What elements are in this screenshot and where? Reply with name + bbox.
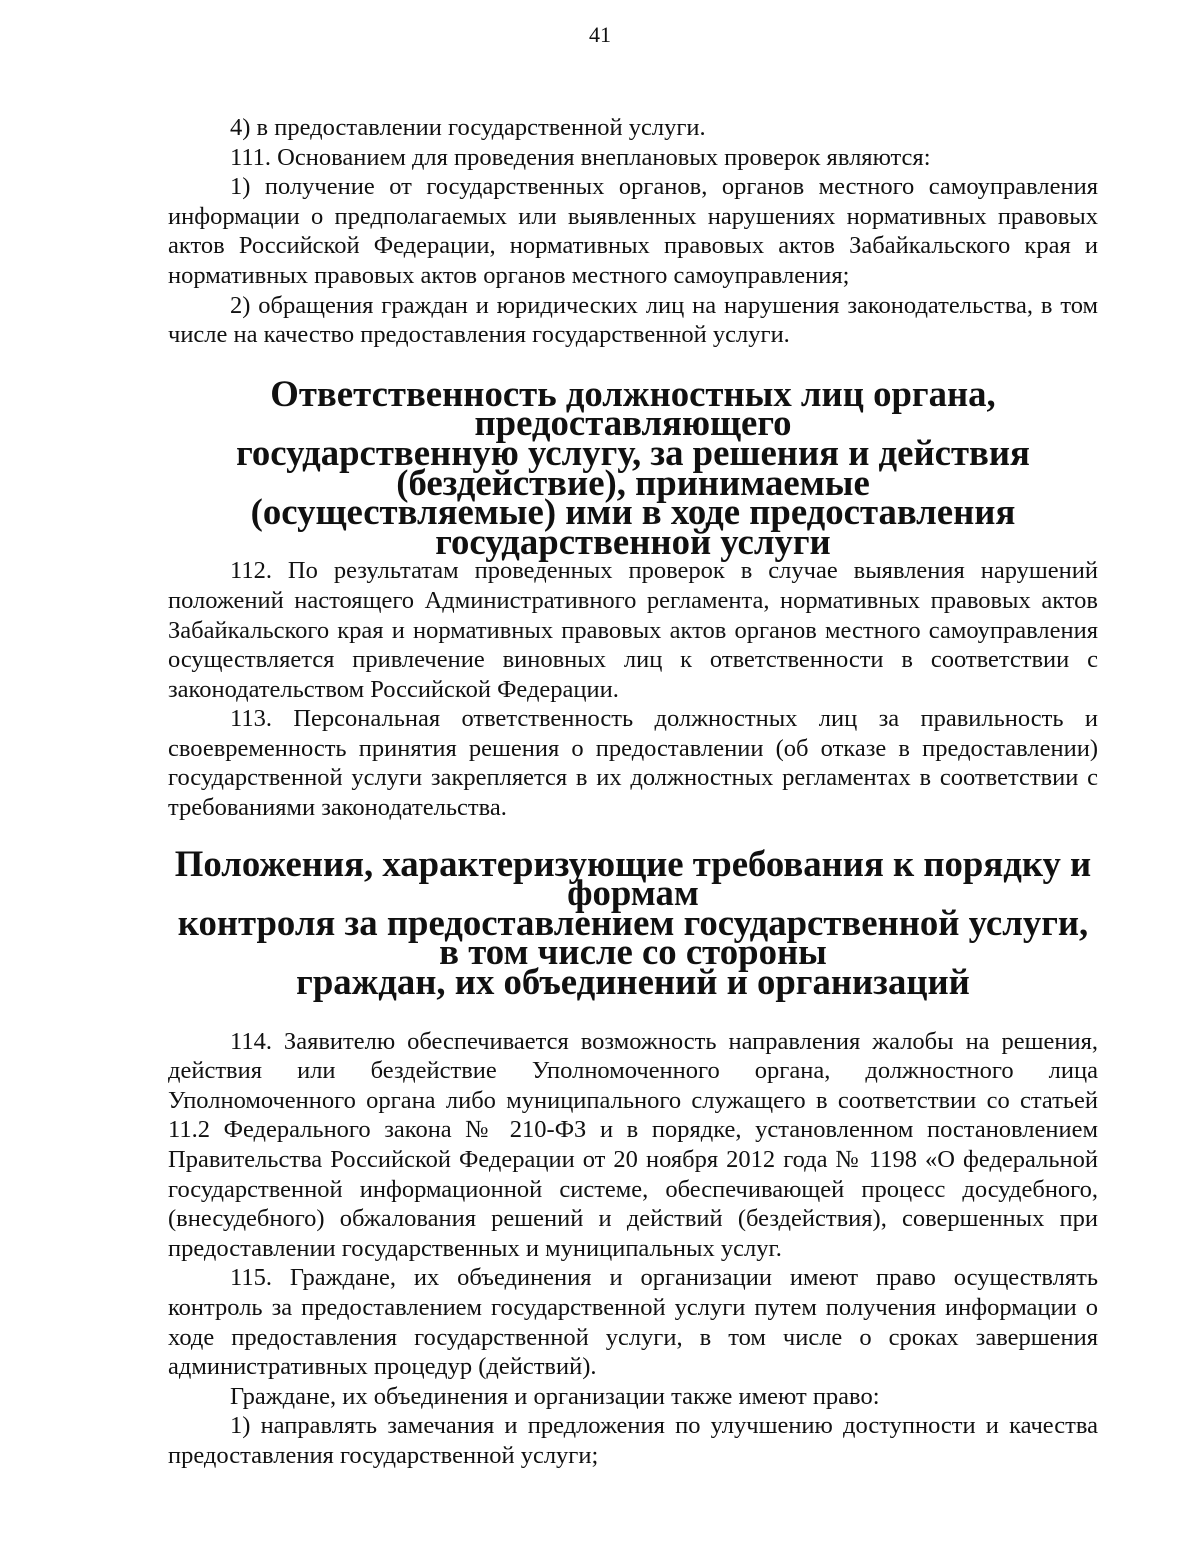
paragraph-111: 111. Основанием для проведения внеплановых проверок являются: bbox=[230, 143, 931, 171]
heading-line: Положения, характеризующие требования к порядку и формам bbox=[174, 842, 1092, 914]
paragraph-111-item-2: 2) обращения граждан и юридических лиц на нарушения законодательства, в том числе на качество предоставления государственной услуги. bbox=[168, 291, 1098, 349]
paragraph-115: 115. Граждане, их объединения и организации имеют право осуществлять контроль за предоставлением государственной услуги путем получения информации о ходе предоставления государственной услуги, в том числе о сроках завершения административных процедур (действий). bbox=[168, 1264, 1098, 1381]
paragraph-item-4: 4) в предоставлении государственной услуги. bbox=[230, 114, 706, 141]
paragraph-rights-item-1: 1) направлять замечания и предложения по улучшению доступности и качества предоставления государственной услуги; bbox=[168, 1412, 1098, 1469]
section-heading-control bbox=[168, 842, 1098, 1003]
heading-line: контроля за предоставлением государственной услуги, в том числе со стороны bbox=[177, 901, 1089, 973]
heading-line: государственную услугу, за решения и действия (бездействие), принимаемые bbox=[236, 431, 1030, 503]
paragraph-111-item-1: 1) получение от государственных органов, органов местного самоуправления информации о предполагаемых или выявленных нарушениях нормативных правовых актов Российской Федерации, нормативных правовых актов Забайкальского края и нормативных правовых актов органов местного самоуправления; bbox=[168, 173, 1098, 289]
document-body bbox=[168, 113, 1098, 1471]
paragraph-rights-intro: Граждане, их объединения и организации также имеют право: bbox=[230, 1382, 880, 1410]
heading-line: Ответственность должностных лиц органа, предоставляющего bbox=[270, 372, 996, 444]
section-heading-responsibility bbox=[168, 372, 1098, 562]
paragraph-113: 113. Персональная ответственность должностных лиц за правильность и своевременность принятия решения о предоставлении (об отказе в предоставлении) государственной услуги закрепляется в их должностных регламентах в соответствии с требованиями законодательства. bbox=[168, 705, 1098, 822]
page-number: 41 bbox=[589, 22, 611, 47]
paragraph-114: 114. Заявителю обеспечивается возможность направления жалобы на решения, действия или бездействие Уполномоченного органа, должностного лица Уполномоченного органа либо муниципального служащего в соответствии со статьей 11.2 Федерального закона № 210-ФЗ и в порядке, установленном постановлением Правительства Российской Федерации от 20 ноября 2012 года № 1198 «О федеральной государственной информационной системе, обеспечивающей процесс досудебного, (внесудебного) обжалования решений и действий (бездействия), совершенных при предоставлении государственных и муниципальных услуг. bbox=[168, 1027, 1098, 1262]
heading-line: (осуществляемые) ими в ходе предоставления государственной услуги bbox=[250, 491, 1016, 562]
paragraph-112: 112. По результатам проведенных проверок в случае выявления нарушений положений настоящего Административного регламента, нормативных правовых актов Забайкальского края и нормативных правовых актов органов местного самоуправления осуществляется привлечение виновных лиц к ответственности в соответствии с законодательством Российской Федерации. bbox=[168, 557, 1098, 703]
heading-line: граждан, их объединений и организаций bbox=[296, 961, 970, 1003]
